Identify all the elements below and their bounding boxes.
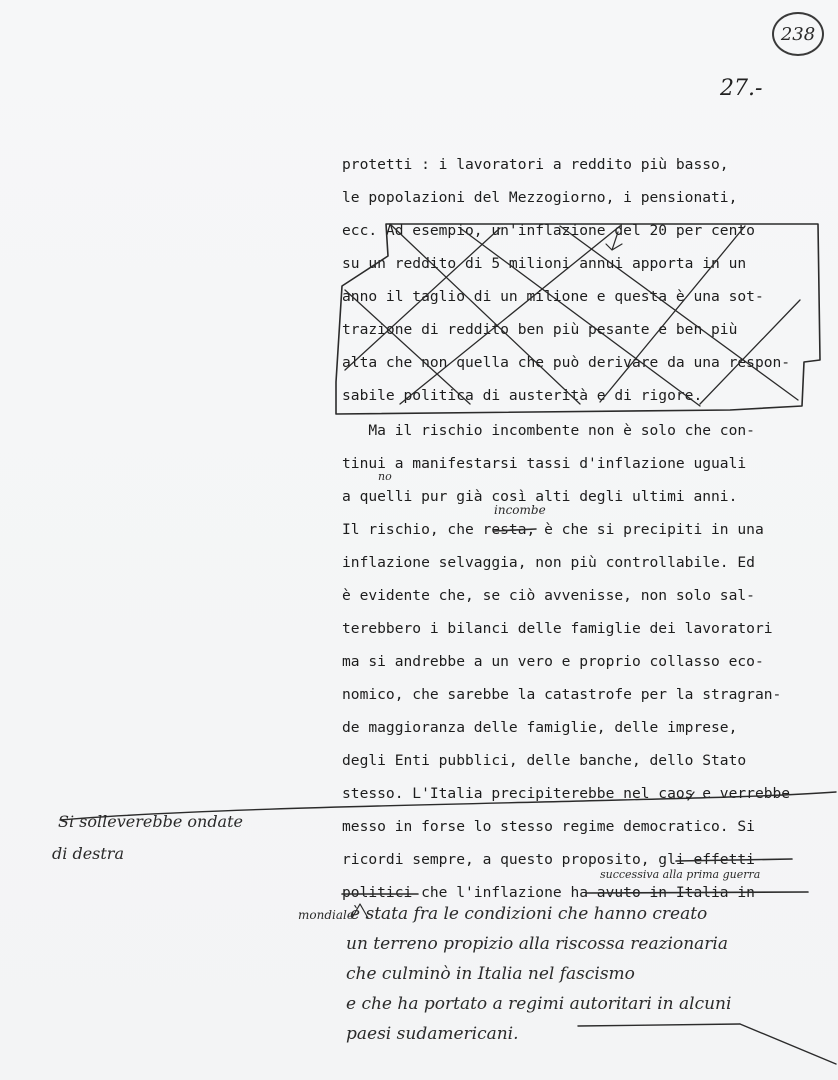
typed-line: messo in forse lo stesso regime democratico. Si — [342, 818, 755, 835]
folio-number: 27.- — [720, 76, 763, 101]
typed-line: nomico, che sarebbe la catastrofe per la stragran- — [342, 686, 782, 703]
typed-line: stesso. L'Italia precipiterebbe nel caos e verrebbe — [342, 785, 791, 802]
typed-line: degli Enti pubblici, delle banche, dello Stato — [342, 752, 747, 769]
typed-line: alta che non quella che può derivare da una respon- — [342, 354, 791, 371]
handwritten-line: paesi sudamericani. — [346, 1024, 519, 1044]
margin-note-line: Si solleverebbe ondate — [58, 812, 243, 831]
typed-line: è evidente che, se ciò avvenisse, non solo sal- — [342, 587, 755, 604]
handwritten-insert-no: no — [378, 470, 392, 483]
cross-hatch — [390, 224, 580, 404]
typed-line: le popolazioni del Mezzogiorno, i pensionati, — [342, 189, 738, 206]
handwritten-insert-incombe: incombe — [494, 503, 546, 517]
page-number-text: 238 — [780, 23, 816, 45]
typed-line: ma si andrebbe a un vero e proprio collasso eco- — [342, 653, 764, 670]
typed-line: tinui a manifestarsi tassi d'inflazione uguali — [342, 455, 747, 472]
typed-line: terebbero i bilanci delle famiglie dei lavoratori — [342, 620, 773, 637]
typed-line: inflazione selvaggia, non più controllabile. Ed — [342, 554, 755, 571]
cross-hatch — [400, 226, 620, 404]
handwritten-line: è stata fra le condizioni che hanno creato — [350, 904, 708, 924]
cross-hatch — [560, 226, 798, 400]
typed-line: Ma il rischio incombente non è solo che con- — [342, 422, 755, 439]
circled-page-number — [772, 12, 824, 56]
typed-line: politici che l'inflazione ha avuto in Italia in — [342, 884, 755, 901]
paragraph-end-line — [578, 1024, 836, 1064]
handwritten-insert-mondiale: mondiale — [298, 908, 354, 922]
margin-note-line: di destra — [52, 844, 124, 863]
typed-line: a quelli pur già così alti degli ultimi anni. — [342, 488, 738, 505]
handwritten-line: che culminò in Italia nel fascismo — [346, 964, 635, 984]
cross-hatch — [600, 226, 745, 402]
typed-line: anno il taglio di un milione e questa è una sot- — [342, 288, 764, 305]
cross-hatch — [700, 300, 800, 404]
typed-line: su un reddito di 5 milioni annui apporta in un — [342, 255, 747, 272]
typed-line: trazione di reddito ben più pesante e ben più — [342, 321, 738, 338]
typed-line: ecc. Ad esempio, un'inflazione del 20 per cento — [342, 222, 755, 239]
typed-line: Il rischio, che resta, è che si precipiti in una — [342, 521, 764, 538]
typed-line: de maggioranza delle famiglie, delle imprese, — [342, 719, 738, 736]
typed-line: sabile politica di austerità e di rigore. — [342, 387, 703, 404]
handwritten-line: un terreno propizio alla riscossa reazionaria — [346, 934, 729, 954]
typed-line: ricordi sempre, a questo proposito, gli effetti — [342, 851, 755, 868]
handwritten-insert-above: successiva alla prima guerra — [600, 868, 761, 881]
handwritten-line: e che ha portato a regimi autoritari in alcuni — [346, 994, 732, 1014]
typed-line: protetti : i lavoratori a reddito più basso, — [342, 156, 729, 173]
